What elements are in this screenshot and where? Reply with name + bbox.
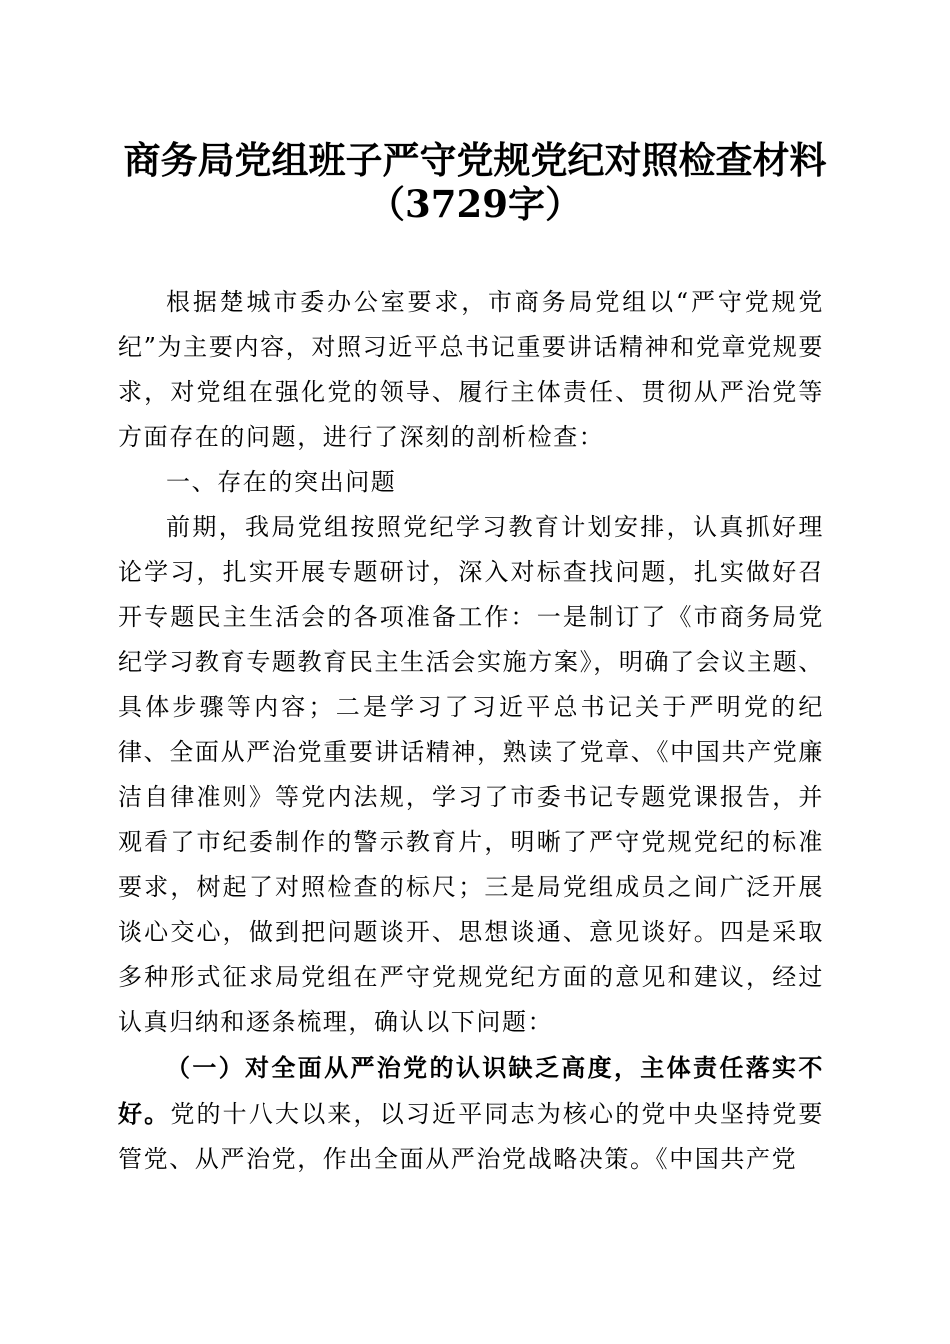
section-heading-1: 一、存在的突出问题 (166, 468, 397, 496)
subsection-heading-1: （一）对全面从严治党的认识缺乏高度，主体责任落实不好。 (118, 1053, 824, 1128)
paragraph-preparation: 前期，我局党组按照党纪学习教育计划安排，认真抓好理论学习，扎实开展专题研讨，深入对标查找问题，扎实做好召开专题民主生活会的各项准备工作：一是制订了《市商务局党纪学习教育专题教育民主生活会实施方案》，明确了会议主题、具体步骤等内容；二是学习了习近平总书记关于严明党的纪律、全面从严治党重要讲话精神，熟读了党章、《中国共产党廉洁自律准则》等党内法规，学习了市委书记专题党课报告，并观看了市纪委制作的警示教育片，明晰了严守党规党纪的标准要求，树起了对照检查的标尺；三是局党组成员之间广泛开展谈心交心，做到把问题谈开、思想谈通、意见谈好。四是采取多种形式征求局党组在严守党规党纪方面的意见和建议，经过认真归纳和逐条梳理，确认以下问题： (118, 513, 824, 1036)
intro-paragraph: 根据楚城市委办公室要求，市商务局党组以“严守党规党纪”为主要内容，对照习近平总书记重要讲话精神和党章党规要求，对党组在强化党的领导、履行主体责任、贯彻从严治党等方面存在的问题，进行了深刻的剖析检查： (118, 288, 824, 451)
document-body (118, 280, 824, 1182)
document-title-line2: （3729字） (368, 182, 582, 226)
paragraph-issue-1 (118, 1045, 824, 1182)
paragraph-issue-1-text: 党的十八大以来，以习近平同志为核心的党中央坚持党要管党、从严治党，作出全面从严治党战略决策。《中国共产党 (118, 1100, 825, 1173)
document-title-line1: 商务局党组班子严守党规党纪对照检查材料 (123, 138, 827, 182)
